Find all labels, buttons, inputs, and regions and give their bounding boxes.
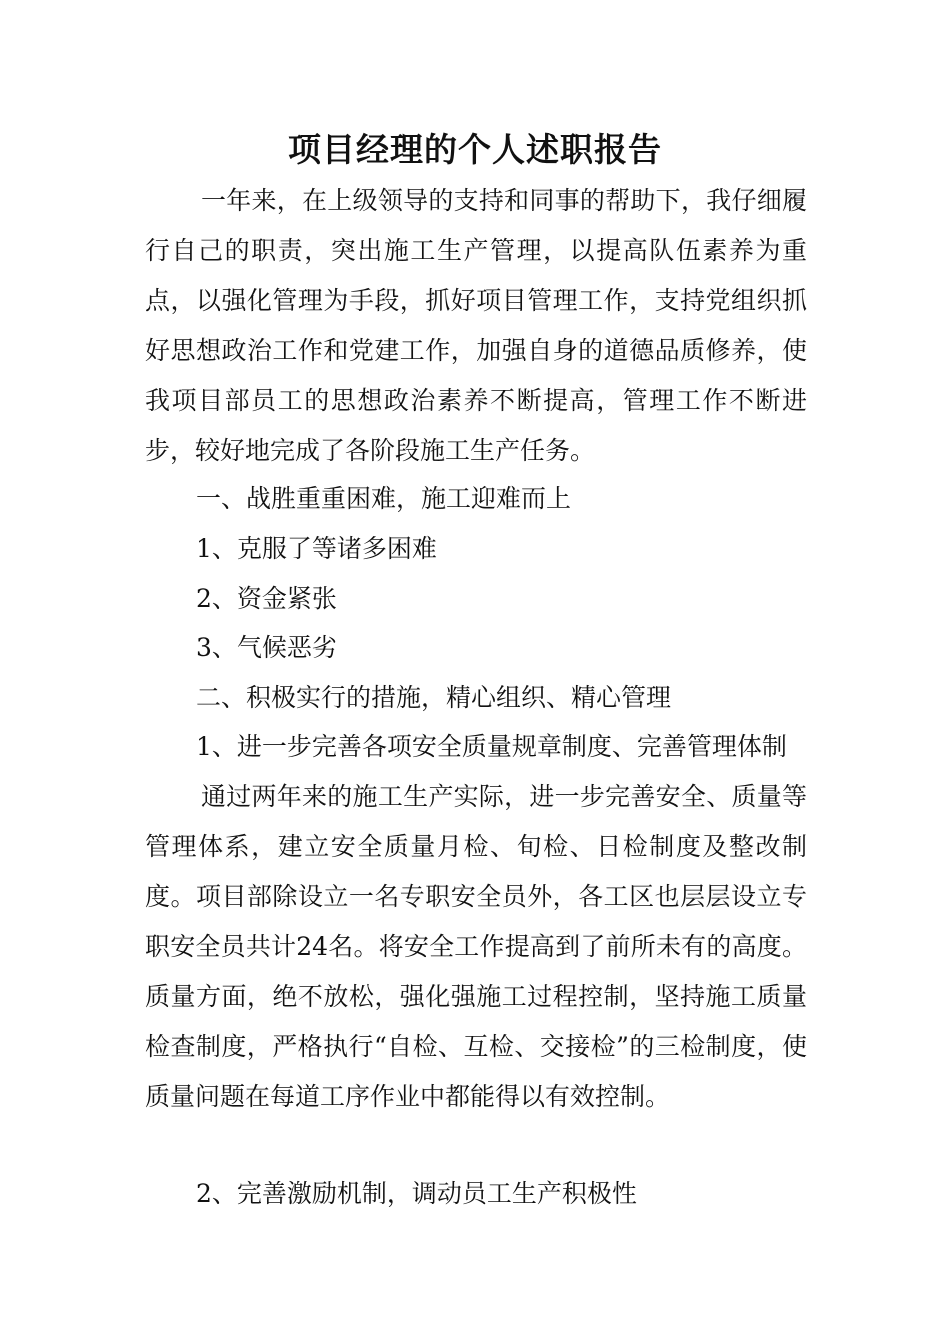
list-item-2-2: 2、完善激励机制，调动员工生产积极性 xyxy=(196,1179,637,1208)
section-heading-2: 二、积极实行的措施，精心组织、精心管理 xyxy=(196,683,672,712)
section-heading-1: 一、战胜重重困难，施工迎难而上 xyxy=(196,484,572,513)
measures-paragraph: 通过两年来的施工生产实际，进一步完善安全、质量等管理体系，建立安全质量月检、旬检、日检制度及整改制度。项目部除设立一名专职安全员外，各工区也层层设立专职安全员共计24名。将安全工作提高到了前所未有的高度。质量方面，绝不放松，强化强施工过程控制，坚持施工质量检查制度，严格执行“自检、互检、交接检”的三检制度，使质量问题在每道工序作业中都能得以有效控制。 xyxy=(145,782,807,1111)
document-title: 项目经理的个人述职报告 xyxy=(288,130,662,169)
list-item-2-1: 1、进一步完善各项安全质量规章制度、完善管理体制 xyxy=(196,732,787,761)
list-item-1-3: 3、气候恶劣 xyxy=(196,633,337,662)
list-item-1-2: 2、资金紧张 xyxy=(196,584,337,613)
intro-paragraph: 一年来，在上级领导的支持和同事的帮助下，我仔细履行自己的职责，突出施工生产管理，以提高队伍素养为重点，以强化管理为手段，抓好项目管理工作，支持党组织抓好思想政治工作和党建工作，加强自身的道德品质修养，使我项目部员工的思想政治素养不断提高，管理工作不断进步，较好地完成了各阶段施工生产任务。 xyxy=(145,186,807,465)
list-item-1-1: 1、克服了等诸多困难 xyxy=(196,534,437,563)
